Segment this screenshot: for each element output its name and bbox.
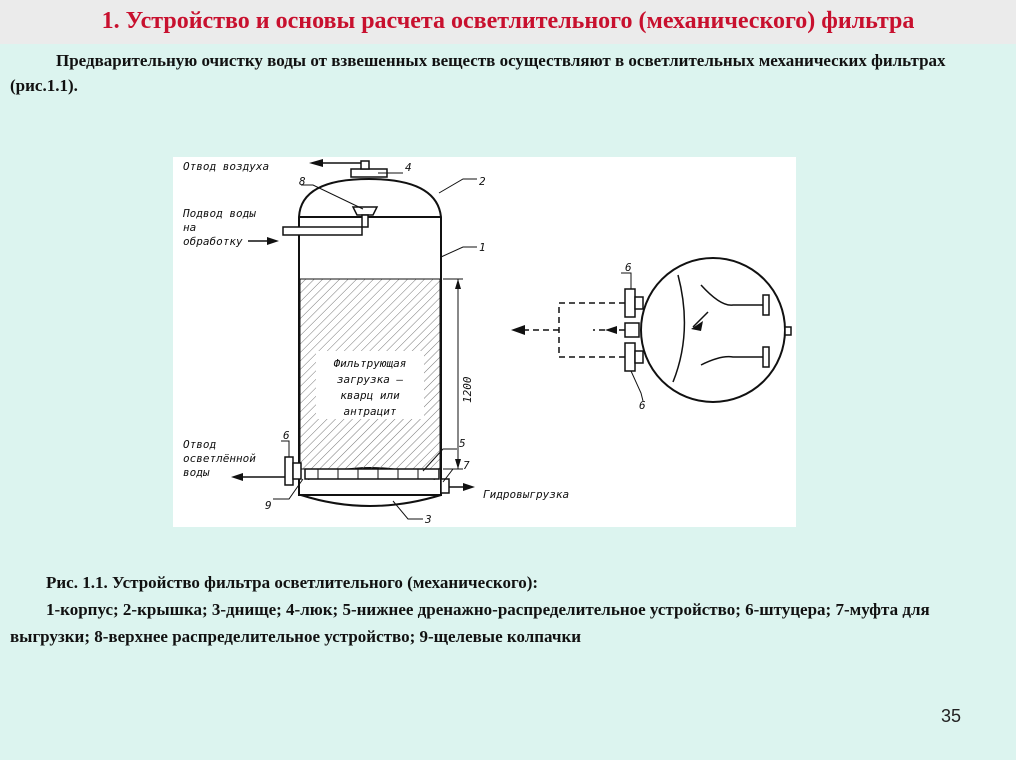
- figure-caption: [10, 569, 1010, 650]
- callout-4: 4: [405, 161, 412, 174]
- media-label-1: Фильтрующая: [333, 357, 407, 370]
- callout-5: 5: [459, 437, 466, 450]
- water-inlet-label-3: обработку: [183, 235, 243, 248]
- media-label-2: загрузка –: [336, 373, 404, 386]
- caption-title: Рис. 1.1. Устройство фильтра осветлительного (механического):: [46, 573, 539, 592]
- callout-2: 2: [479, 175, 486, 188]
- drainage-plate: [305, 469, 439, 479]
- clear-outlet-label-1: Отвод: [183, 438, 217, 451]
- callout-8: 8: [299, 175, 306, 188]
- callout-3: 3: [425, 513, 432, 526]
- side-view: [625, 258, 791, 402]
- filter-diagram: [173, 157, 796, 527]
- slide-title: 1. Устройство и основы расчета осветлительного (механического) фильтра: [0, 0, 1016, 44]
- callout-7: 7: [463, 459, 470, 472]
- callout-6-left: 6: [283, 429, 290, 442]
- air-outlet-label: Отвод воздуха: [183, 160, 270, 173]
- media-label-3: кварц или: [340, 389, 400, 402]
- dimension-label: 1200: [461, 376, 474, 403]
- hydro-unload-label: Гидровыгрузка: [483, 488, 570, 501]
- callout-6-top: 6: [625, 261, 632, 274]
- callout-1: 1: [479, 241, 486, 254]
- clear-outlet-label-2: осветлённой: [183, 452, 256, 465]
- caption-legend: 1-корпус; 2-крышка; 3-днище; 4-люк; 5-нижнее дренажно-распределительное устройство; 6-штуцера; 7-муфта для выгрузки; 8-верхнее распределительное устройство; 9-щелевые колпачки: [10, 600, 930, 646]
- water-inlet-label-1: Подвод воды: [183, 207, 256, 220]
- water-inlet-label-2: на: [183, 221, 197, 234]
- page-number: 35: [941, 706, 962, 726]
- intro-paragraph: Предварительную очистку воды от взвешенных веществ осуществляют в осветлительных механических фильтрах (рис.1.1).: [10, 51, 946, 95]
- callout-9: 9: [265, 499, 272, 512]
- callout-6-bottom: 6: [639, 399, 646, 412]
- media-label-4: антрацит: [343, 405, 397, 418]
- clear-outlet-label-3: воды: [183, 466, 210, 479]
